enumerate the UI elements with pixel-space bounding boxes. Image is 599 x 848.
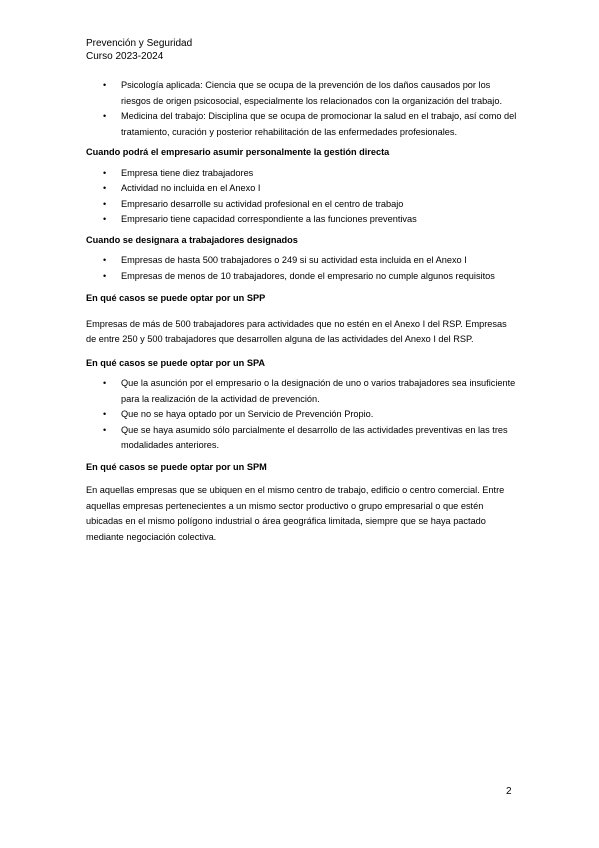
section-heading-spm: En qué casos se puede optar por un SPM [86,461,267,472]
list-item: • Que la asunción por el empresario o la designación de uno o varios trabajadores sea insuficiente para la realización de la actividad de prevención. [86,376,518,407]
page-header [86,37,192,63]
list-item: • Empresa tiene diez trabajadores [86,166,518,182]
list-item: • Psicología aplicada: Ciencia que se ocupa de la prevención de los daños causados por los riesgos de origen psicosocial, especialmente los relacionados con la organización del trabajo. [86,78,518,109]
list-item: • Que se haya asumido sólo parcialmente el desarrollo de las actividades preventivas en las tres modalidades anteriores. [86,423,518,454]
trabajadores-designados-list [86,253,518,284]
list-item: • Empresario desarrolle su actividad profesional en el centro de trabajo [86,197,518,213]
header-course: Curso 2023-2024 [86,51,164,62]
disciplines-list [86,78,518,140]
section-heading-spa: En qué casos se puede optar por un SPA [86,357,266,368]
list-item: • Empresas de hasta 500 trabajadores o 249 si su actividad esta incluida en el Anexo I [86,253,518,269]
list-item: • Empresario tiene capacidad correspondiente a las funciones preventivas [86,212,518,228]
section-heading-trabajadores-designados: Cuando se designara a trabajadores designados [86,234,298,245]
list-item: • Empresas de menos de 10 trabajadores, donde el empresario no cumple algunos requisitos [86,269,518,285]
header-subject: Prevención y Seguridad [86,38,193,49]
list-item: • Medicina del trabajo: Disciplina que se ocupa de promocionar la salud en el trabajo, así como del tratamiento, curación y posterior rehabilitación de las enfermedades profesionales. [86,109,518,140]
section-heading-spp: En qué casos se puede optar por un SPP [86,293,266,303]
section-heading-gestion-directa: Cuando podrá el empresario asumir personalmente la gestión directa [86,147,390,157]
spa-list [86,376,518,454]
spm-paragraph: En aquellas empresas que se ubiquen en el mismo centro de trabajo, edificio o centro comercial. Entre aquellas empresas pertenecientes a un mismo sector productivo o grupo empresarial o que estén ubicadas en el mismo polígono industrial o área geográfica limitada, siempre que se haya pactado mediante negociación colectiva. [86,485,505,542]
spp-paragraph: Empresas de más de 500 trabajadores para actividades que no estén en el Anexo I del RSP. Empresas de entre 250 y 500 trabajadores que desarrollen alguna de las actividades del Anexo I del RSP. [86,318,507,344]
list-item: • Actividad no incluida en el Anexo I [86,181,518,197]
page-content [86,78,518,545]
page-number: 2 [506,786,512,797]
list-item: • Que no se haya optado por un Servicio de Prevención Propio. [86,407,518,423]
gestion-directa-list [86,166,518,228]
